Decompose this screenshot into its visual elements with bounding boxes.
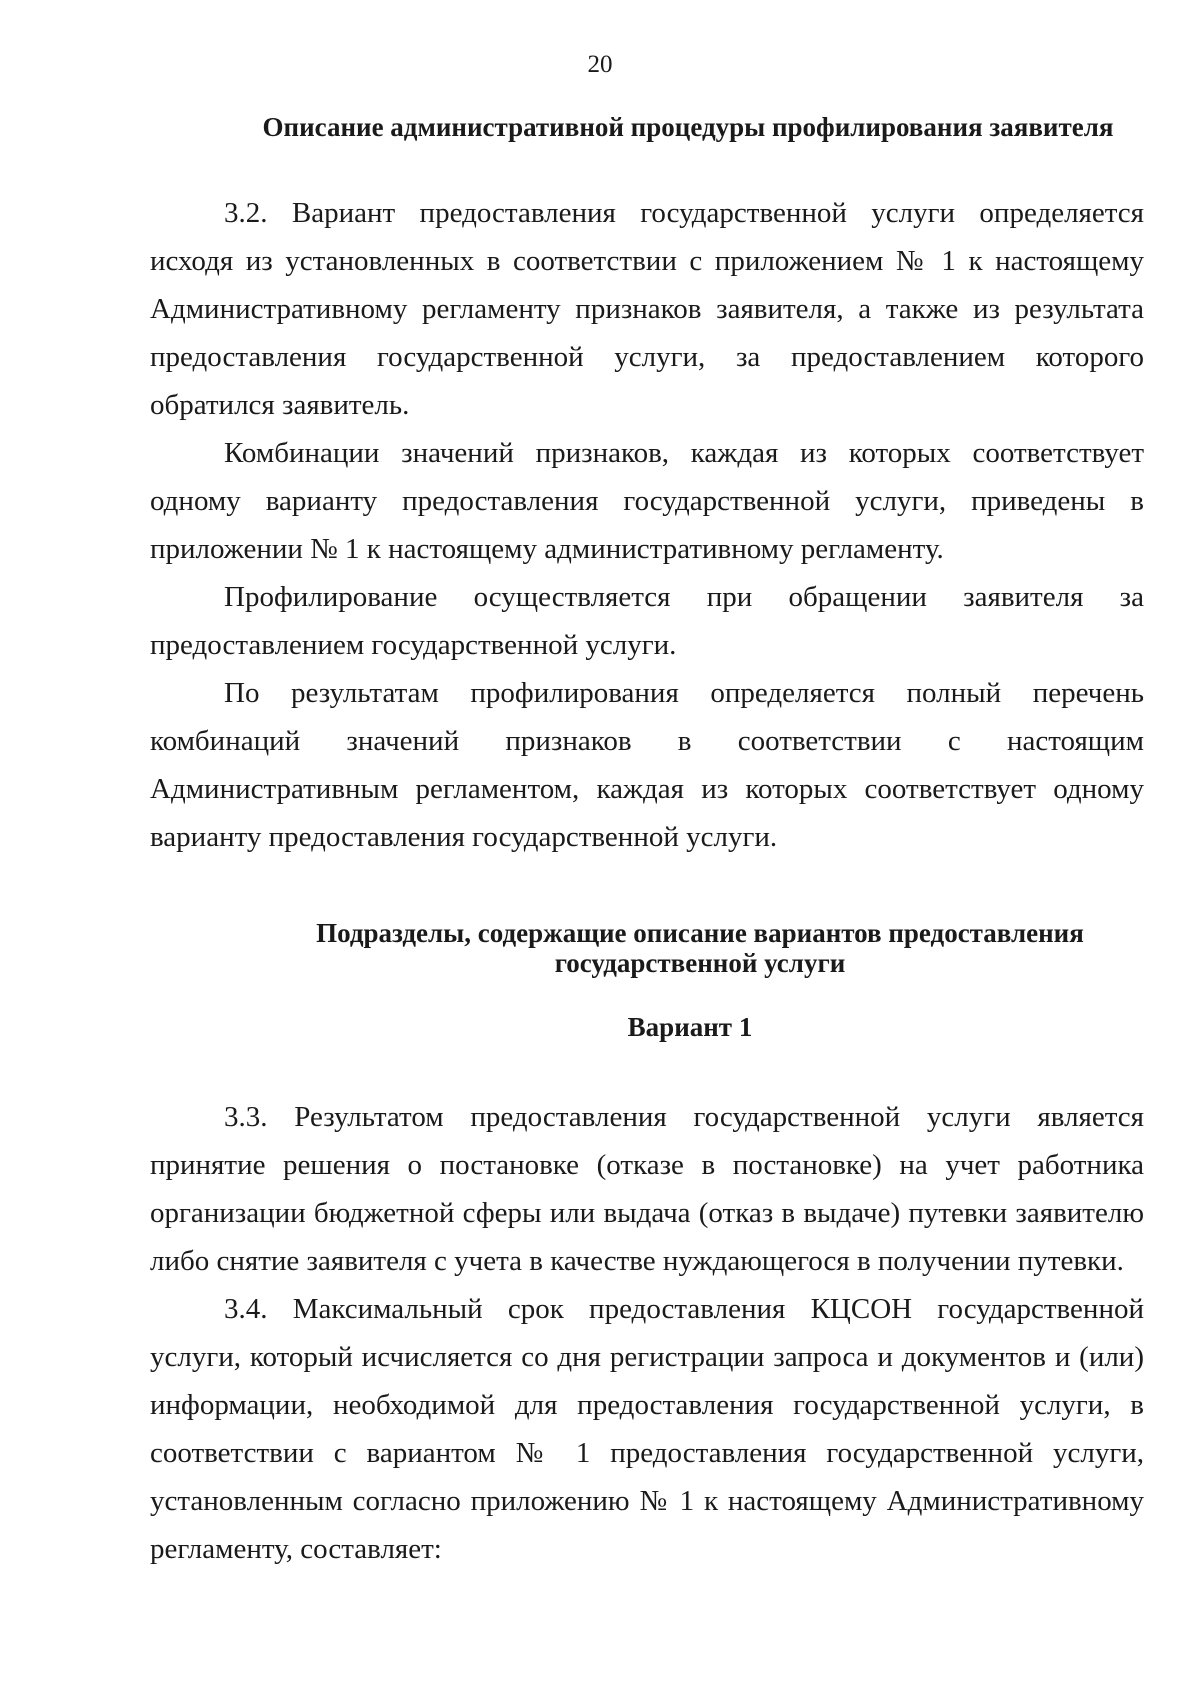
- paragraph-profiling: Профилирование осуществляется при обращении заявителя за предоставлением государственной услуги.: [150, 581, 1144, 661]
- variant-body: [150, 1093, 1144, 1573]
- page-number: 20: [587, 51, 613, 78]
- subsections-heading-line2: государственной услуги: [554, 948, 846, 978]
- variant-heading: Вариант 1: [627, 1012, 753, 1042]
- paragraph-3-2: 3.2. Вариант предоставления государственной услуги определяется исходя из установленных в соответствии с приложением № 1 к настоящему Административному регламенту признаков заявителя, а также из результата предоставления государственной услуги, за предоставлением которого обратился заявитель.: [150, 197, 1144, 421]
- paragraph-profiling-results: По результатам профилирования определяется полный перечень комбинаций значений признаков в соответствии с настоящим Административным регламентом, каждая из которых соответствует одному варианту предоставления государственной услуги.: [150, 677, 1144, 853]
- paragraph-3-3: 3.3. Результатом предоставления государственной услуги является принятие решения о постановке (отказе в постановке) на учет работника организации бюджетной сферы или выдача (отказ в выдаче) путевки заявителю либо снятие заявителя с учета в качестве нуждающегося в получении путевки.: [150, 1101, 1144, 1277]
- subsections-heading-line1: Подразделы, содержащие описание вариантов предоставления: [316, 918, 1084, 948]
- paragraph-3-4: 3.4. Максимальный срок предоставления КЦСОН государственной услуги, который исчисляется со дня регистрации запроса и документов и (или) информации, необходимой для предоставления государственной услуги, в соответствии с вариантом № 1 предоставления государственной услуги, установленным согласно приложению № 1 к настоящему Административному регламенту, составляет:: [150, 1293, 1144, 1565]
- procedure-body: [150, 189, 1144, 861]
- procedure-heading: Описание административной процедуры профилирования заявителя: [262, 112, 1114, 142]
- subsections-heading: [220, 918, 1180, 978]
- paragraph-combinations: Комбинации значений признаков, каждая из которых соответствует одному варианту предоставления государственной услуги, приведены в приложении № 1 к настоящему административному регламенту.: [150, 437, 1144, 565]
